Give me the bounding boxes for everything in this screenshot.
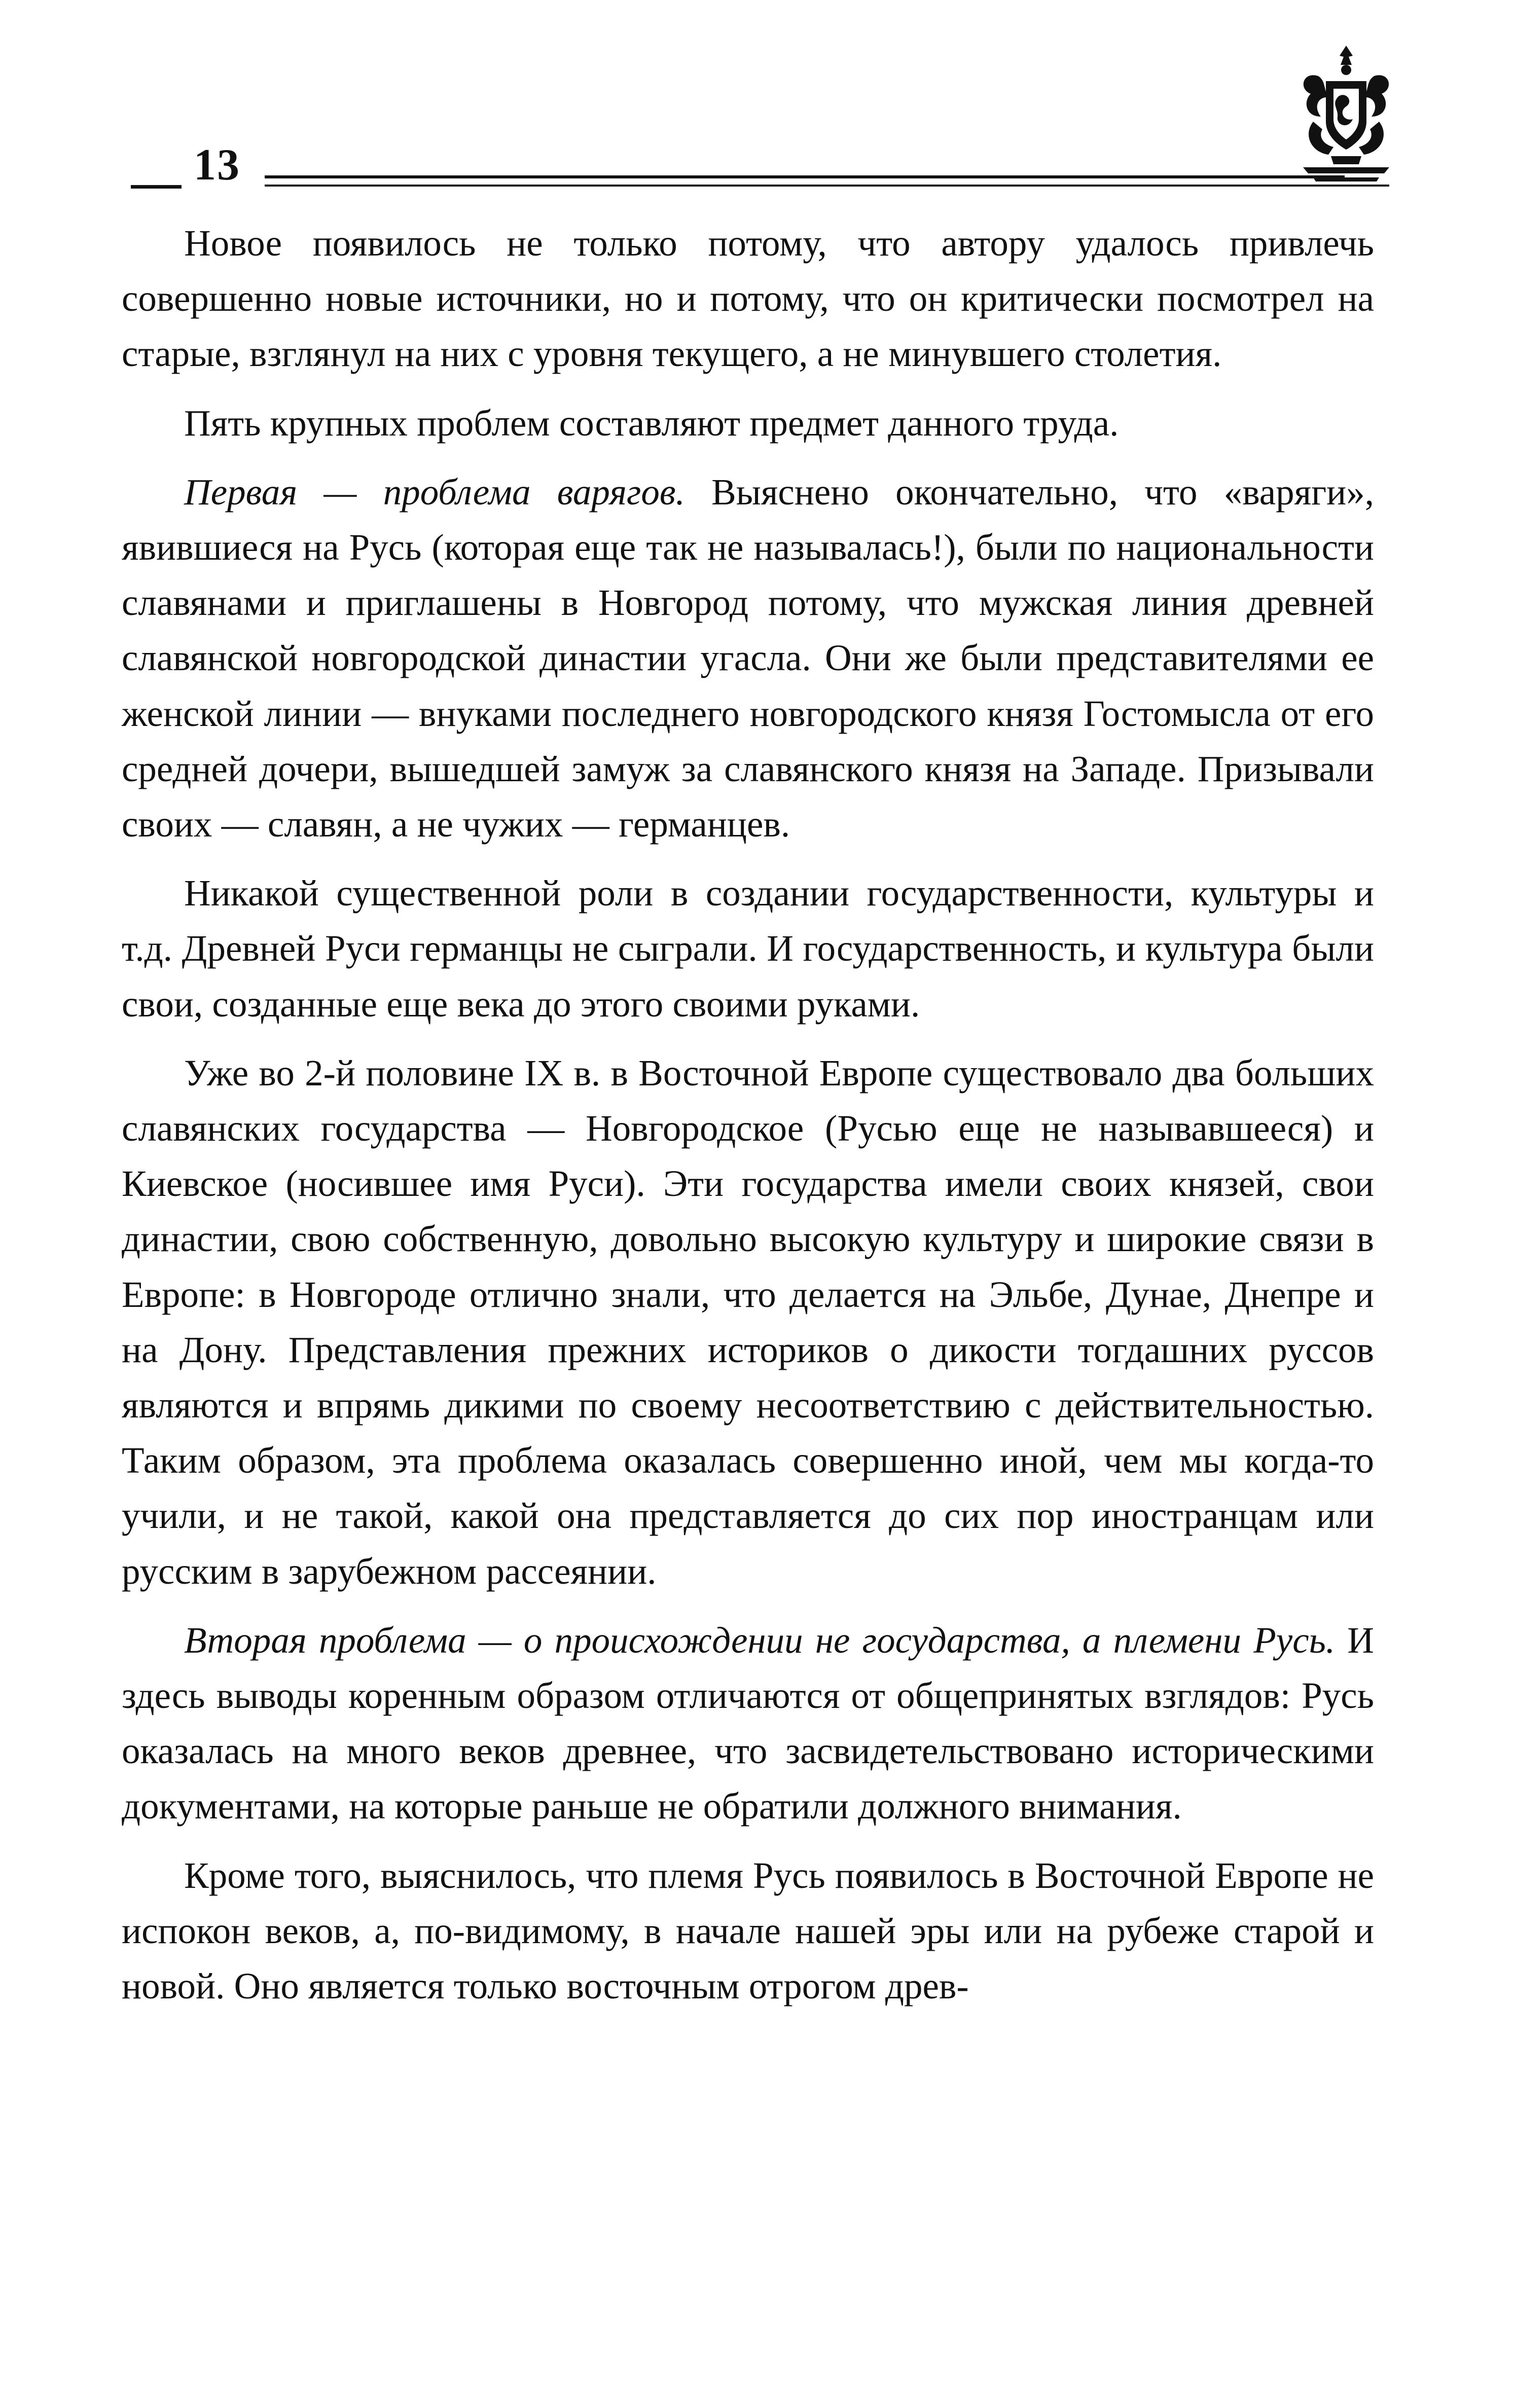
paragraph-text: Кроме того, выяснилось, что племя Русь появилось в Восточной Европе не испокон веков, а, по-видимому, в начале нашей эры или на рубеже старой и новой. Оно является только восточным отрогом древ-: [122, 1854, 1374, 2007]
paragraph-text: Пять крупных проблем составляют предмет данного труда.: [184, 402, 1119, 444]
page-number: 13: [194, 140, 240, 190]
paragraph: [122, 464, 1374, 852]
paragraph-text: Никакой существенной роли в создании государственности, культуры и т.д. Древней Руси германцы не сыграли. И государственность, и культура были свои, созданные еще века до этого своими руками.: [122, 872, 1374, 1025]
paragraph-text: Выяснено окончательно, что «варяги», явившиеся на Русь (которая еще так не называлась!), были по национальности славянами и приглашены в Новгород потому, что мужская линия древней славянской новгородской династии угасла. Они же были представителями ее женской линии — внуками последнего новгородского князя Гостомысла от его средней дочери, вышедшей замуж за славянского князя на Западе. Призывали своих — славян, а не чужих — германцев.: [122, 471, 1374, 845]
paragraph: [122, 1613, 1374, 1834]
running-header: [122, 56, 1399, 208]
paragraph: [122, 1045, 1374, 1599]
paragraph: [122, 865, 1374, 1032]
paragraph-text: И здесь выводы коренным образом отличаются от общепринятых взглядов: Русь оказалась на много веков древнее, что засвидетельствовано историческими документами, на которые раньше не обратили должного внимания.: [122, 1619, 1374, 1827]
header-rule: [265, 175, 1345, 178]
italic-lead: Вторая проблема — о происхождении не государства, а племени Русь.: [184, 1619, 1336, 1661]
italic-lead: Первая — проблема варягов.: [184, 471, 685, 513]
ornamental-crest-icon: [1283, 41, 1410, 188]
paragraph: [122, 395, 1374, 451]
header-rule-secondary: [265, 185, 1389, 187]
paragraph-text: Новое появилось не только потому, что автору удалось привлечь совершенно новые источники, но и потому, что он критически посмотрел на старые, взглянул на них с уровня текущего, а не минувшего столетия.: [122, 223, 1374, 375]
header-left-rule: [131, 185, 182, 189]
paragraph: [122, 215, 1374, 382]
paragraph-text: Уже во 2-й половине IX в. в Восточной Европе существовало два больших славянских государства — Новгородское (Русью еще не называвшееся) и Киевское (носившее имя Руси). Эти государства имели своих князей, свои династии, свою собственную, довольно высокую культуру и широкие связи в Европе: в Новгороде отлично знали, что делается на Эльбе, Дунае, Днепре и на Дону. Представления прежних историков о дикости тогдашних руссов являются и впрямь дикими по своему несоответствию с действительностью. Таким образом, эта проблема оказалась совершенно иной, чем мы когда-то учили, и не такой, какой она представляется до сих пор иностранцам или русским в зарубежном рассеянии.: [122, 1052, 1374, 1592]
body-text: [122, 215, 1374, 2014]
paragraph: [122, 1848, 1374, 2014]
